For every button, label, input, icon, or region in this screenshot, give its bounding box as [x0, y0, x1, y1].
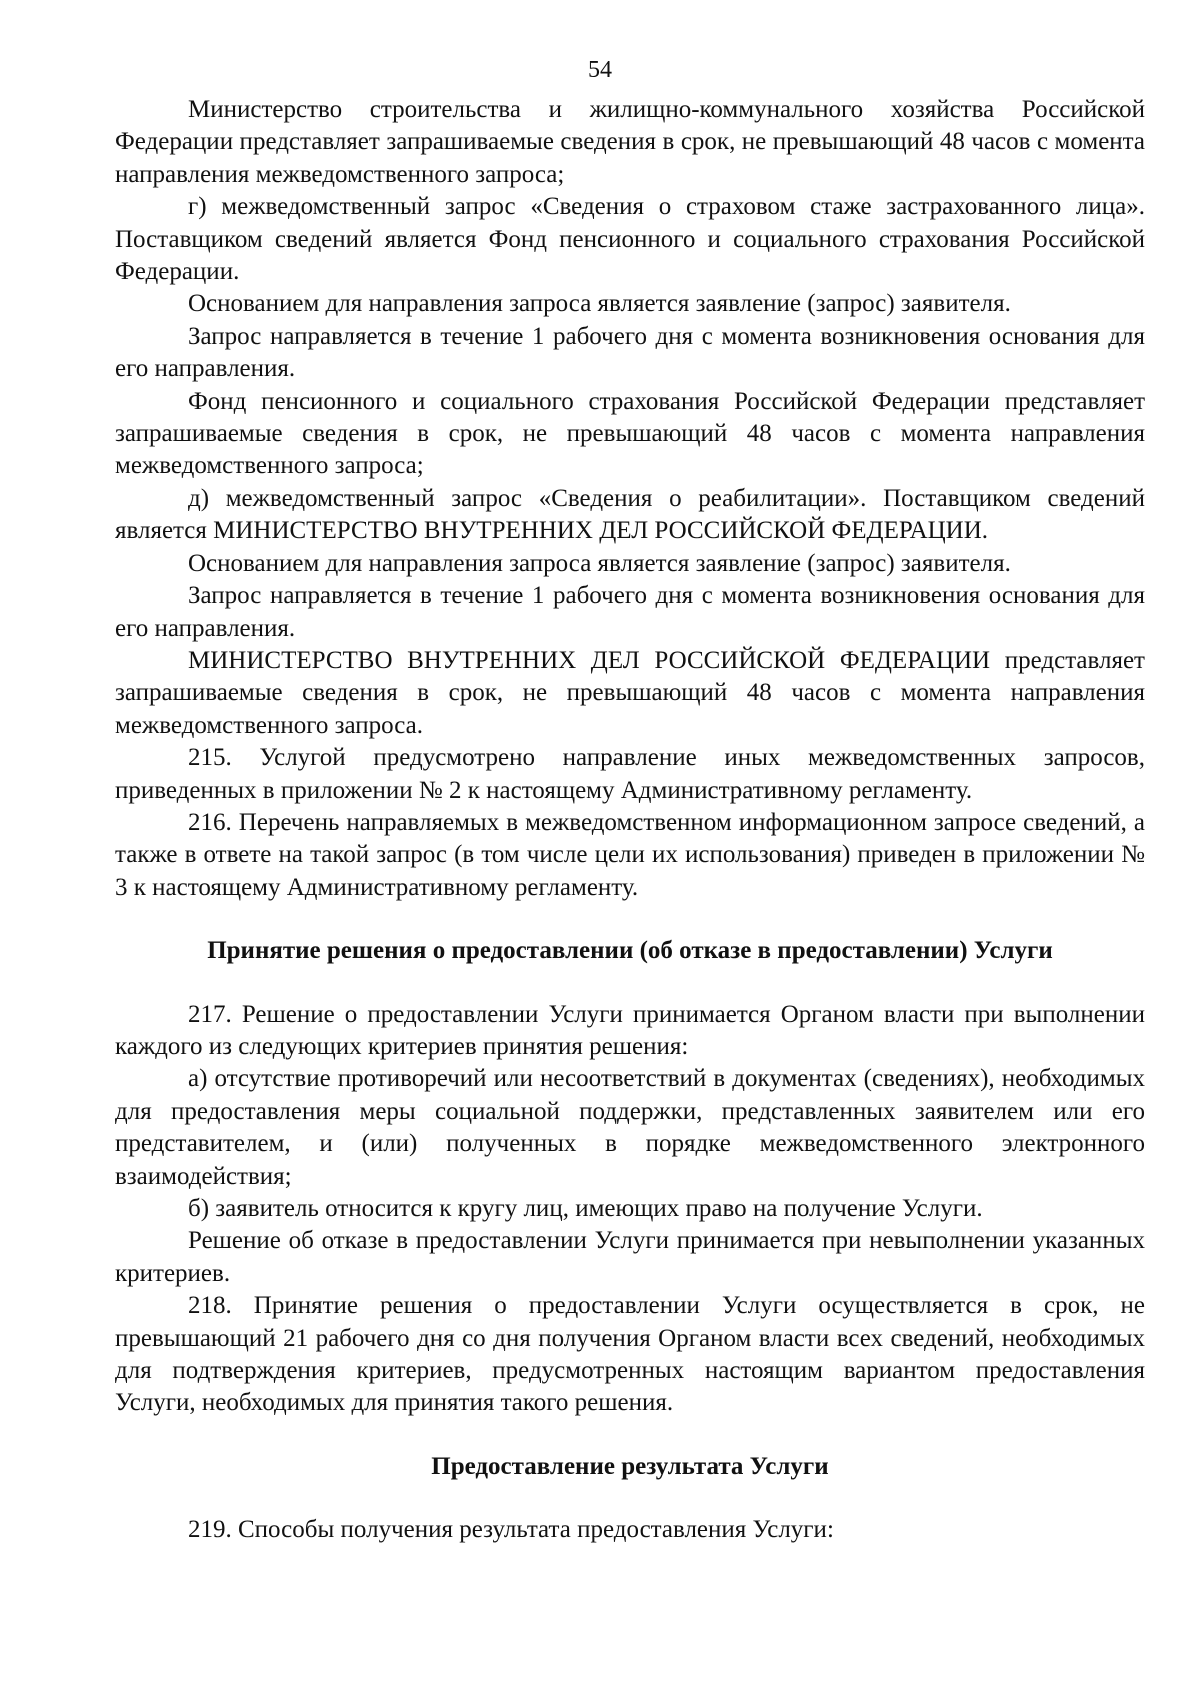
section-heading-decision: Принятие решения о предоставлении (об отказе в предоставлении) Услуги	[207, 937, 1053, 965]
paragraph: Решение об отказе в предоставлении Услуги принимается при невыполнении указанных критериев.	[115, 1227, 1145, 1287]
paragraph: г) межведомственный запрос «Сведения о страховом стаже застрахованного лица». Поставщиком сведений является Фонд пенсионного и социального страхования Российской Федерации.	[115, 193, 1145, 286]
paragraph: д) межведомственный запрос «Сведения о реабилитации». Поставщиком сведений является МИНИСТЕРСТВО ВНУТРЕННИХ ДЕЛ РОССИЙСКОЙ ФЕДЕРАЦИИ.	[115, 484, 1145, 545]
paragraph: Фонд пенсионного и социального страхования Российской Федерации представляет запрашиваемые сведения в срок, не превышающий 48 часов с момента направления межведомственного запроса;	[115, 387, 1145, 480]
paragraph: Запрос направляется в течение 1 рабочего дня с момента возникновения основания для его направления.	[115, 322, 1145, 383]
document-body	[115, 94, 1145, 1547]
paragraph: МИНИСТЕРСТВО ВНУТРЕННИХ ДЕЛ РОССИЙСКОЙ ФЕДЕРАЦИИ представляет запрашиваемые сведения в срок, не превышающий 48 часов с момента направления межведомственного запроса.	[115, 646, 1145, 739]
paragraph: 218. Принятие решения о предоставлении Услуги осуществляется в срок, не превышающий 21 рабочего дня со дня получения Органом власти всех сведений, необходимых для подтверждения критериев, предусмотренных настоящим вариантом предоставления Услуги, необходимых для принятия такого решения.	[115, 1292, 1145, 1417]
paragraph: б) заявитель относится к кругу лиц, имеющих право на получение Услуги.	[188, 1195, 983, 1222]
page-number: 54	[588, 57, 612, 83]
paragraph: 217. Решение о предоставлении Услуги принимается Органом власти при выполнении каждого из следующих критериев принятия решения:	[115, 1000, 1145, 1060]
paragraph: 219. Способы получения результата предоставления Услуги:	[188, 1516, 834, 1544]
paragraph: 216. Перечень направляемых в межведомственном информационном запросе сведений, а также в ответе на такой запрос (в том числе цели их использования) приведен в приложении № 3 к настоящему Административному регламенту.	[115, 808, 1145, 901]
section-heading-result: Предоставление результата Услуги	[431, 1452, 829, 1480]
paragraph: Министерство строительства и жилищно-коммунального хозяйства Российской Федерации представляет запрашиваемые сведения в срок, не превышающий 48 часов с момента направления межведомственного запроса;	[115, 96, 1145, 188]
paragraph: Основанием для направления запроса является заявление (запрос) заявителя.	[188, 290, 1011, 318]
paragraph: 215. Услугой предусмотрено направление иных межведомственных запросов, приведенных в приложении № 2 к настоящему Административному регламенту.	[115, 744, 1145, 804]
paragraph: Основанием для направления запроса является заявление (запрос) заявителя.	[188, 549, 1011, 577]
paragraph: Запрос направляется в течение 1 рабочего дня с момента возникновения основания для его направления.	[115, 582, 1145, 642]
paragraph: а) отсутствие противоречий или несоответствий в документах (сведениях), необходимых для предоставления меры социальной поддержки, представленных заявителем или его представителем, и (или) полученных в порядке межведомственного электронного взаимодействия;	[115, 1065, 1145, 1190]
